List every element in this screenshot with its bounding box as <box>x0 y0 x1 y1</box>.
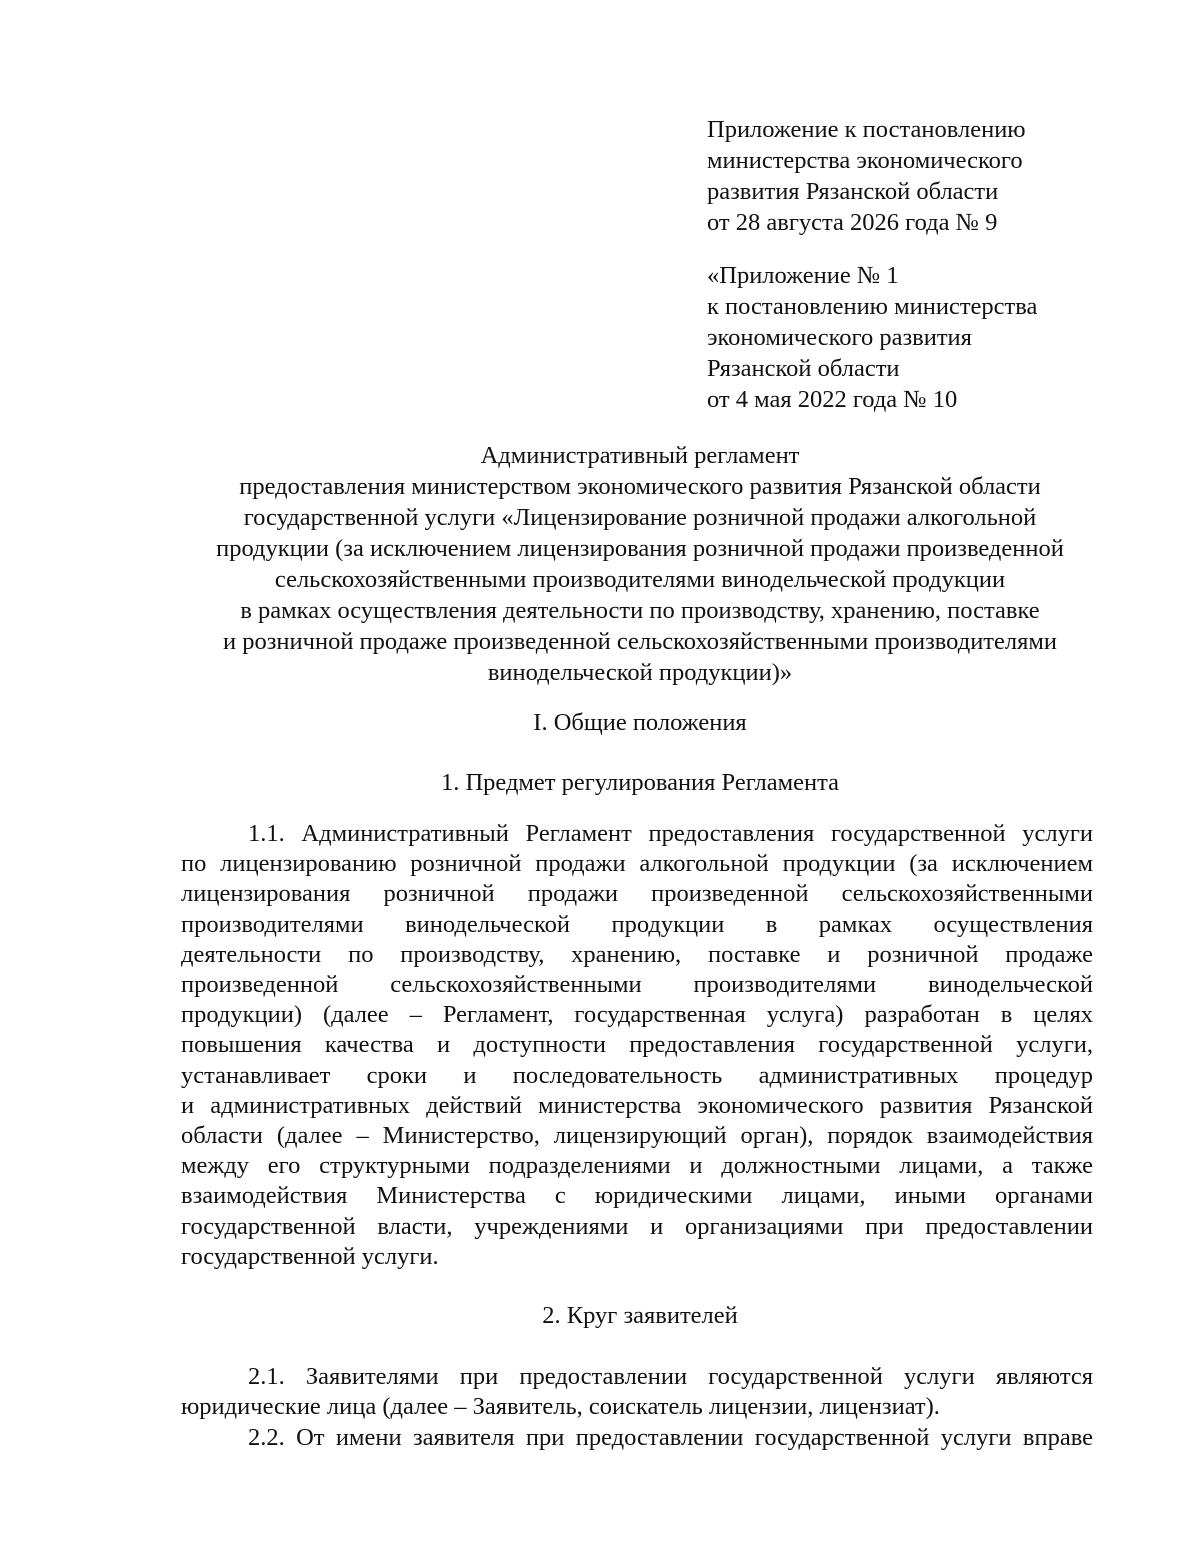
title-line: продукции (за исключением лицензирования розничной продажи произведенной <box>216 535 1064 562</box>
title-line: Административный регламент <box>480 442 800 469</box>
paragraph-line: 1.1. Административный Регламент предоставления государственной услуги <box>248 820 1093 847</box>
annex-line: «Приложение № 1 <box>707 262 899 289</box>
paragraph-line: по лицензированию розничной продажи алкогольной продукции (за исключением <box>181 850 1093 878</box>
paragraph-line: взаимодействия Министерства с юридическими лицами, иными органами <box>181 1182 1093 1210</box>
title-line: предоставления министерством экономического развития Рязанской области <box>239 473 1041 500</box>
paragraph-line: повышения качества и доступности предоставления государственной услуги, <box>181 1031 1093 1059</box>
title-line: государственной услуги «Лицензирование розничной продажи алкогольной <box>243 504 1037 531</box>
paragraph-line: юридические лица (далее – Заявитель, соискатель лицензии, лицензиат). <box>181 1393 940 1421</box>
paragraph-line: производителями винодельческой продукции в рамках осуществления <box>181 910 1093 938</box>
paragraph-2-1 <box>181 1362 1093 1422</box>
paragraph-line: государственной власти, учреждениями и организациями при предоставлении <box>181 1212 1093 1240</box>
paragraph-1-1 <box>181 819 1093 1272</box>
paragraph-2-2 <box>181 1423 1093 1453</box>
paragraph-line: области (далее – Министерство, лицензирующий орган), порядок взаимодействия <box>181 1122 1093 1150</box>
subsection-heading: 1. Предмет регулирования Регламента <box>440 769 840 796</box>
annex-reference-current <box>707 114 1147 238</box>
paragraph-line: произведенной сельскохозяйственными производителями винодельческой <box>181 971 1093 999</box>
document-title <box>180 440 1100 688</box>
annex-line: экономического развития <box>707 324 972 351</box>
section-heading: I. Общие положения <box>533 709 747 736</box>
subsection-heading: 2. Круг заявителей <box>542 1302 738 1329</box>
title-line: в рамках осуществления деятельности по производству, хранению, поставке <box>240 597 1040 624</box>
annex-line: Приложение к постановлению <box>707 116 1026 143</box>
paragraph-line: 2.1. Заявителями при предоставлении государственной услуги являются <box>248 1363 1093 1390</box>
annex-line: развития Рязанской области <box>707 178 999 205</box>
title-line: сельскохозяйственными производителями винодельческой продукции <box>274 566 1006 593</box>
title-line: и розничной продаже произведенной сельскохозяйственными производителями <box>223 628 1057 655</box>
annex-line: от 4 мая 2022 года № 10 <box>707 386 958 413</box>
paragraph-line: 2.2. От имени заявителя при предоставлении государственной услуги вправе <box>248 1424 1093 1451</box>
paragraph-line: продукции) (далее – Регламент, государственная услуга) разработан в целях <box>181 1001 1093 1029</box>
paragraph-line: между его структурными подразделениями и должностными лицами, а также <box>181 1152 1093 1180</box>
annex-line: от 28 августа 2026 года № 9 <box>707 209 998 236</box>
paragraph-line: деятельности по производству, хранению, поставке и розничной продаже <box>181 940 1093 968</box>
annex-line: министерства экономического <box>707 147 1023 174</box>
paragraph-line: лицензирования розничной продажи произведенной сельскохозяйственными <box>181 880 1093 908</box>
paragraph-line: устанавливает сроки и последовательность административных процедур <box>181 1061 1093 1089</box>
title-line: винодельческой продукции)» <box>487 659 793 686</box>
annex-reference-original <box>707 260 1147 415</box>
paragraph-line: государственной услуги. <box>181 1242 439 1270</box>
annex-line: к постановлению министерства <box>707 293 1038 320</box>
paragraph-line: и административных действий министерства экономического развития Рязанской <box>181 1091 1093 1119</box>
annex-line: Рязанской области <box>707 355 900 382</box>
